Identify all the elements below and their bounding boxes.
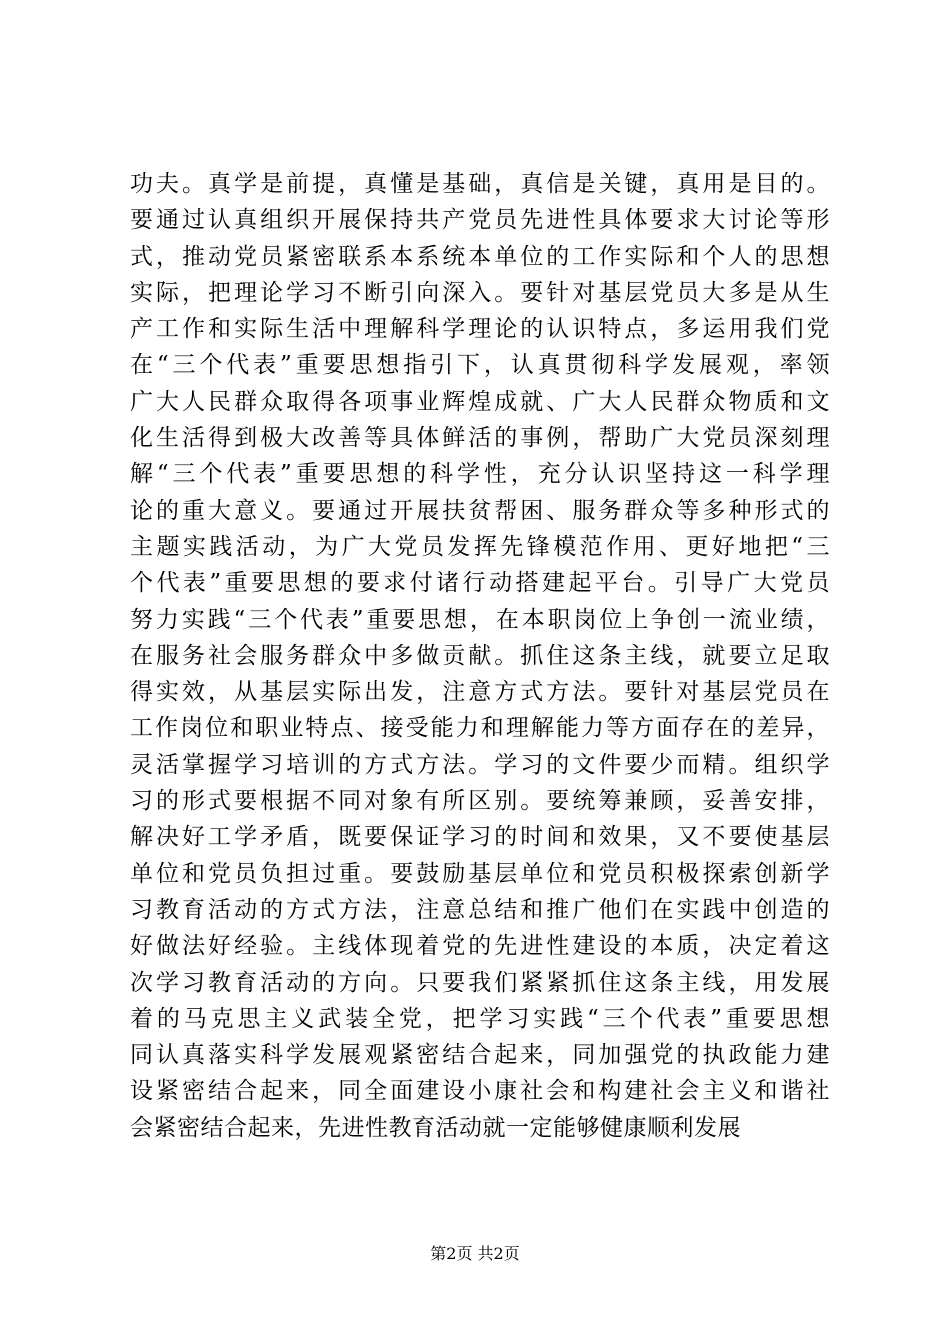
text-line: 在“三个代表”重要思想指引下，认真贯彻科学发展观，率领 — [130, 352, 830, 379]
text-line: 化生活得到极大改善等具体鲜活的事例，帮助广大党员深刻理 — [130, 425, 830, 452]
text-line: 广大人民群众取得各项事业辉煌成就、广大人民群众物质和文 — [130, 388, 830, 415]
text-line: 得实效，从基层实际出发，注意方式方法。要针对基层党员在 — [130, 679, 830, 706]
body-text — [130, 166, 830, 1146]
text-line: 主题实践活动，为广大党员发挥先锋模范作用、更好地把“三 — [130, 533, 830, 560]
text-line: 产工作和实际生活中理解科学理论的认识特点，多运用我们党 — [130, 316, 830, 343]
text-line: 工作岗位和职业特点、接受能力和理解能力等方面存在的差异， — [130, 715, 830, 742]
text-line: 同认真落实科学发展观紧密结合起来，同加强党的执政能力建 — [130, 1042, 830, 1069]
text-line: 要通过认真组织开展保持共产党员先进性具体要求大讨论等形 — [130, 207, 830, 234]
text-line: 功夫。真学是前提，真懂是基础，真信是关键，真用是目的。 — [130, 171, 830, 197]
text-line: 实际，把理论学习不断引向深入。要针对基层党员大多是从生 — [130, 279, 830, 306]
page-footer: 第2页 共2页 — [430, 1244, 520, 1263]
text-line: 解决好工学矛盾，既要保证学习的时间和效果，又不要使基层 — [130, 824, 830, 851]
text-line: 式，推动党员紧密联系本系统本单位的工作实际和个人的思想 — [130, 243, 830, 270]
text-line: 设紧密结合起来，同全面建设小康社会和构建社会主义和谐社 — [130, 1078, 830, 1105]
text-line: 单位和党员负担过重。要鼓励基层单位和党员积极探索创新学 — [130, 860, 830, 887]
text-line: 灵活掌握学习培训的方式方法。学习的文件要少而精。组织学 — [130, 751, 830, 778]
text-line: 在服务社会服务群众中多做贡献。抓住这条主线，就要立足取 — [130, 642, 830, 669]
text-line: 会紧密结合起来，先进性教育活动就一定能够健康顺利发展 — [130, 1114, 741, 1141]
text-line: 次学习教育活动的方向。只要我们紧紧抓住这条主线，用发展 — [130, 969, 830, 996]
text-line: 习教育活动的方式方法，注意总结和推广他们在实践中创造的 — [130, 896, 830, 923]
text-line: 努力实践“三个代表”重要思想，在本职岗位上争创一流业绩， — [130, 606, 830, 633]
text-line: 好做法好经验。主线体现着党的先进性建设的本质，决定着这 — [130, 933, 830, 960]
text-line: 解“三个代表”重要思想的科学性，充分认识坚持这一科学理 — [130, 461, 830, 488]
text-line: 论的重大意义。要通过开展扶贫帮困、服务群众等多种形式的 — [130, 497, 830, 524]
text-line: 着的马克思主义武装全党，把学习实践“三个代表”重要思想 — [130, 1005, 830, 1032]
text-line: 习的形式要根据不同对象有所区别。要统筹兼顾，妥善安排， — [130, 788, 830, 815]
text-line: 个代表”重要思想的要求付诸行动搭建起平台。引导广大党员 — [130, 570, 830, 597]
